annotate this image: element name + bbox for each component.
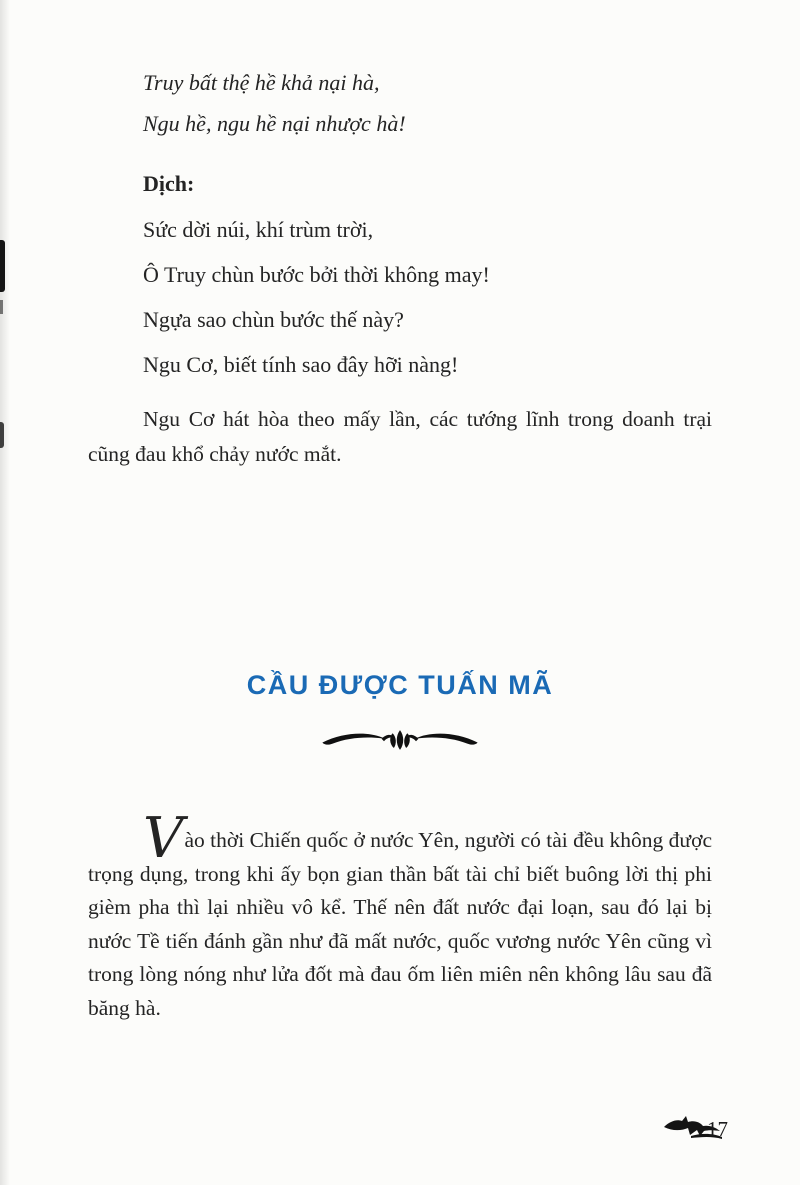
poem-line: Truy bất thệ hề khả nại hà, [143, 70, 380, 95]
translation-label: Dịch: [143, 171, 195, 196]
story-text: ào thời Chiến quốc ở nước Yên, người có tài đều không được trọng dụng, trong khi ấy bọn gian thần bất tài chỉ biết buông lời thị phi gièm pha thì lại nhiều vô kể. Thế nên đất nước đại loạn, sau đó lại bị nước Tề tiến đánh gần như đã mất nước, quốc vương nước Yên cũng vì trong lòng nóng như lửa đốt mà đau ốm liên miên nên không lâu sau đã băng hà. [88, 828, 712, 1020]
page-footer [661, 1112, 728, 1147]
poem-line: Sức dời núi, khí trùm trời, [143, 217, 374, 242]
poem-translation [143, 207, 712, 387]
scan-artifact [0, 422, 4, 448]
drop-cap: V [143, 806, 182, 871]
chapter-title: CẦU ĐƯỢC TUẤN MÃ [246, 670, 554, 700]
scan-artifact [0, 240, 5, 292]
scan-artifact [0, 300, 3, 314]
poem-line: Ngu Cơ, biết tính sao đây hỡi nàng! [143, 352, 459, 377]
chapter-heading [88, 670, 712, 762]
ornament-flourish-icon [88, 723, 712, 762]
poem-line: Ngựa sao chùn bước thế này? [143, 307, 404, 332]
poem-line: Ngu hề, ngu hề nại nhược hà! [143, 111, 406, 136]
closing-paragraph: Ngu Cơ hát hòa theo mấy lần, các tướng lĩnh trong doanh trại cũng đau khổ chảy nước mắt. [88, 407, 712, 466]
page-number: 17 [707, 1117, 728, 1141]
poem-line: Ô Truy chùn bước bởi thời không may! [143, 262, 490, 287]
poem-original [143, 62, 712, 144]
text-block [88, 62, 712, 1047]
page-edge-shadow [0, 0, 10, 1185]
story-paragraph [88, 806, 712, 1025]
